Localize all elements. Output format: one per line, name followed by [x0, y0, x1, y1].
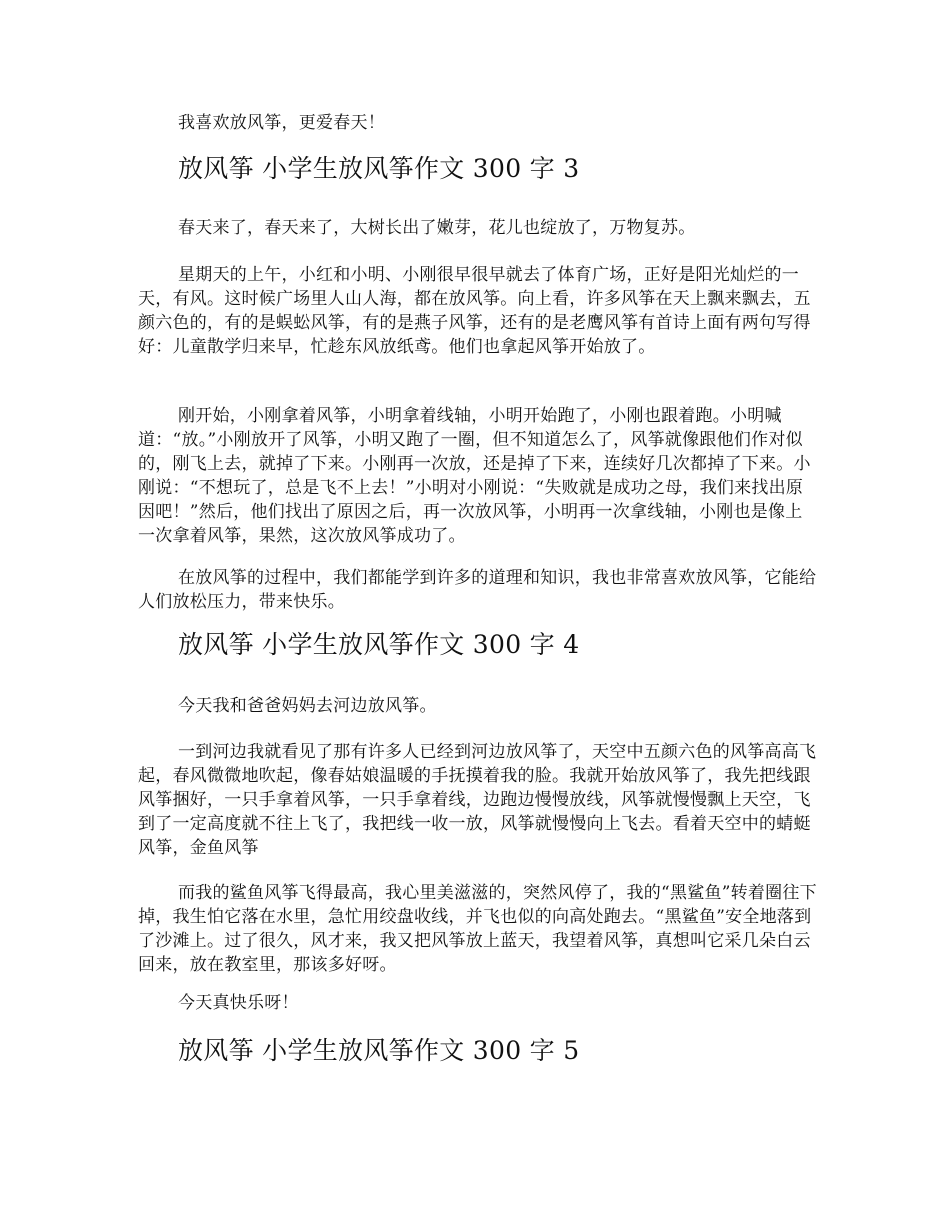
paragraph: 我喜欢放风筝，更爱春天！ [178, 113, 385, 133]
paragraph: 在放风筝的过程中，我们都能学到许多的道理和知识，我也非常喜欢放风筝，它能给人们放松压力，带来快乐。 [138, 568, 817, 612]
section-heading: 放风筝 小学生放风筝作文 300 字 4 [178, 630, 580, 659]
paragraph: 春天来了，春天来了，大树长出了嫩芽，花儿也绽放了，万物复苏。 [178, 218, 696, 238]
paragraph: 一到河边我就看见了那有许多人已经到河边放风筝了，天空中五颜六色的风筝高高飞起，春风微微地吹起，像春姑娘温暖的手抚摸着我的脸。我就开始放风筝了，我先把线跟风筝捆好，一只手拿着风筝，一只手拿着线，边跑边慢慢放线，风筝就慢慢飘上天空，飞到了一定高度就不往上飞了，我把线一收一放，风筝就慢慢向上飞去。看着天空中的蜻蜓风筝，金鱼风筝 [138, 742, 817, 858]
paragraph: 而我的鲨鱼风筝飞得最高，我心里美滋滋的，突然风停了，我的“黑鲨鱼”转着圈往下掉，我生怕它落在水里，急忙用绞盘收线，并飞也似的向高处跑去。“黑鲨鱼”安全地落到了沙滩上。过了很久，风才来，我又把风筝放上蓝天，我望着风筝，真想叫它采几朵白云回来，放在教室里，那该多好呀。 [138, 883, 817, 975]
paragraph: 刚开始，小刚拿着风筝，小明拿着线轴，小明开始跑了，小刚也跟着跑。小明喊道：“放。”小刚放开了风筝，小明又跑了一圈，但不知道怎么了，风筝就像跟他们作对似的，刚飞上去，就掉了下来。小刚再一次放，还是掉了下来，连续好几次都掉了下来。小刚说：“不想玩了，总是飞不上去！”小明对小刚说：“失败就是成功之母，我们来找出原因吧！”然后，他们找出了原因之后，再一次放风筝，小明再一次拿线轴，小刚也是像上一次拿着风筝，果然，这次放风筝成功了。 [138, 406, 811, 546]
section-heading: 放风筝 小学生放风筝作文 300 字 5 [178, 1036, 580, 1065]
paragraph: 今天我和爸爸妈妈去河边放风筝。 [178, 696, 437, 716]
paragraph: 星期天的上午，小红和小明、小刚很早很早就去了体育广场，正好是阳光灿烂的一天，有风。这时候广场里人山人海，都在放风筝。向上看，许多风筝在天上飘来飘去，五颜六色的，有的是蜈蚣风筝，有的是燕子风筝，还有的是老鹰风筝有首诗上面有两句写得好：儿童散学归来早，忙趁东风放纸鸢。他们也拿起风筝开始放了。 [138, 265, 811, 357]
paragraph: 今天真快乐呀！ [178, 993, 299, 1013]
section-heading: 放风筝 小学生放风筝作文 300 字 3 [178, 154, 580, 183]
